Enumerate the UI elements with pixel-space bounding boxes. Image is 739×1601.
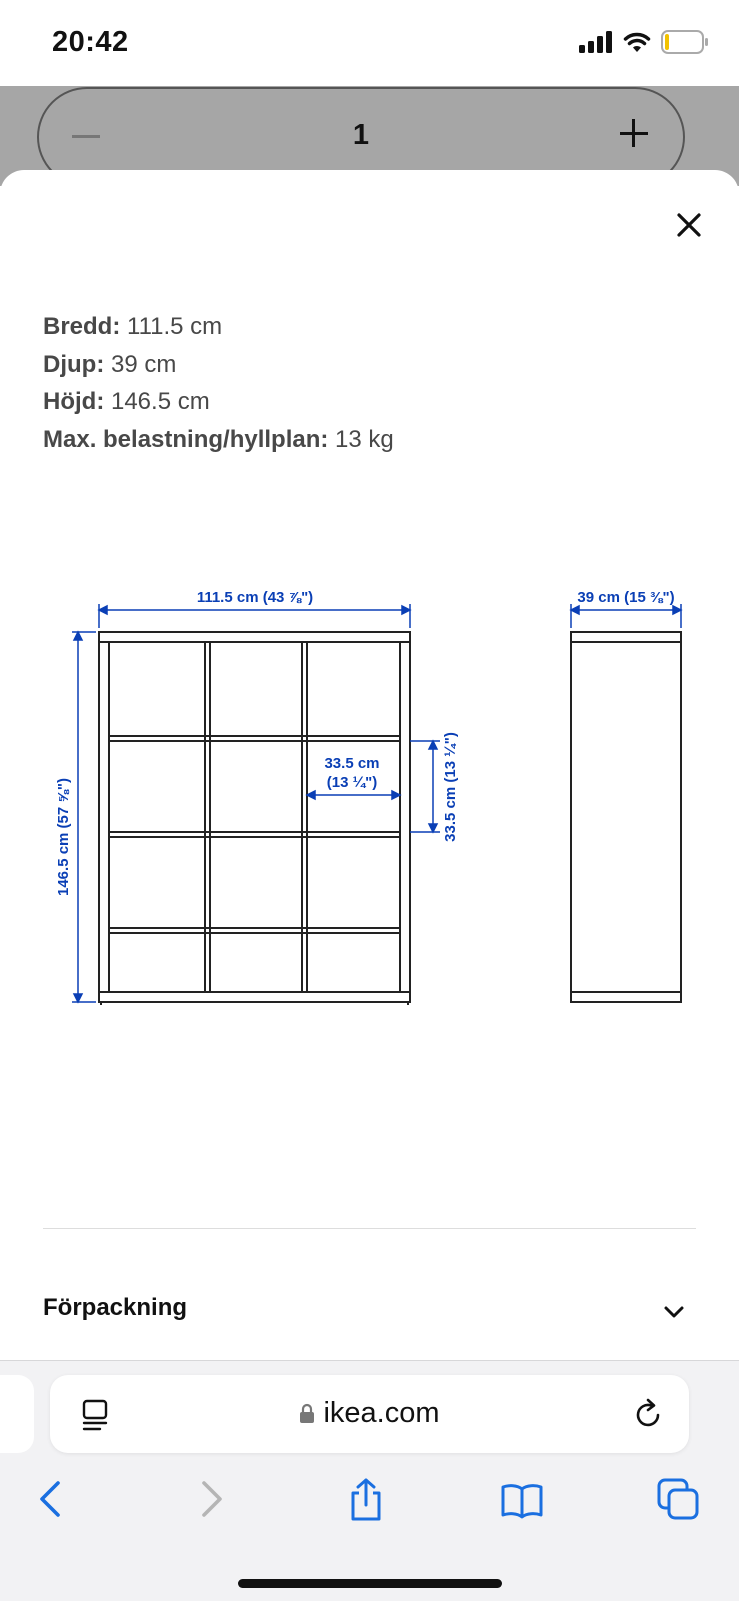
product-measurements-sheet [0, 170, 739, 1360]
increase-quantity-button[interactable] [620, 119, 650, 149]
share-icon[interactable] [344, 1477, 388, 1521]
previous-tab-address-bar[interactable] [0, 1375, 34, 1453]
tabs-icon[interactable] [656, 1477, 700, 1521]
quantity-value: 1 [352, 119, 370, 151]
reload-icon[interactable] [631, 1397, 665, 1431]
spec-max-load: Max. belastning/hyllplan: 13 kg [43, 425, 394, 453]
url-text: ikea.com [323, 1397, 440, 1429]
home-indicator [238, 1579, 502, 1588]
packaging-label: Förpackning [43, 1294, 188, 1321]
forward-icon[interactable] [188, 1477, 232, 1521]
battery-icon [661, 30, 709, 54]
back-icon[interactable] [30, 1477, 74, 1521]
cell-height-label: 33.5 cm (13 ¼") [442, 732, 459, 842]
chevron-down-icon[interactable] [662, 1300, 686, 1324]
signal-icon [579, 31, 613, 53]
packaging-accordion[interactable] [43, 1290, 696, 1340]
divider [43, 1228, 696, 1229]
spec-height: Höjd: 146.5 cm [43, 388, 210, 415]
measurement-diagram [0, 590, 739, 1250]
close-icon[interactable] [669, 205, 709, 245]
address-bar[interactable] [50, 1375, 689, 1453]
lock-icon [299, 1403, 315, 1423]
wifi-icon [623, 31, 651, 53]
depth-dimension-label: 39 cm (15 ⅜") [577, 590, 675, 606]
browser-toolbar [0, 1469, 739, 1529]
spec-depth: Djup: 39 cm [43, 350, 177, 378]
status-time: 20:42 [52, 26, 129, 58]
width-dimension-label: 111.5 cm (43 ⅞") [196, 590, 314, 606]
status-bar [0, 0, 739, 86]
spec-list [43, 308, 394, 458]
status-icons [579, 30, 709, 54]
cell-width-label-line1: 33.5 cm [324, 755, 380, 772]
cell-width-label-line2: (13 ¼") [326, 774, 378, 791]
bookmarks-icon[interactable] [500, 1477, 544, 1521]
spec-width: Bredd: 111.5 cm [43, 313, 223, 340]
url-display[interactable] [50, 1397, 689, 1430]
browser-chrome [0, 1360, 739, 1601]
height-dimension-label: 146.5 cm (57 ⅝") [55, 777, 72, 897]
